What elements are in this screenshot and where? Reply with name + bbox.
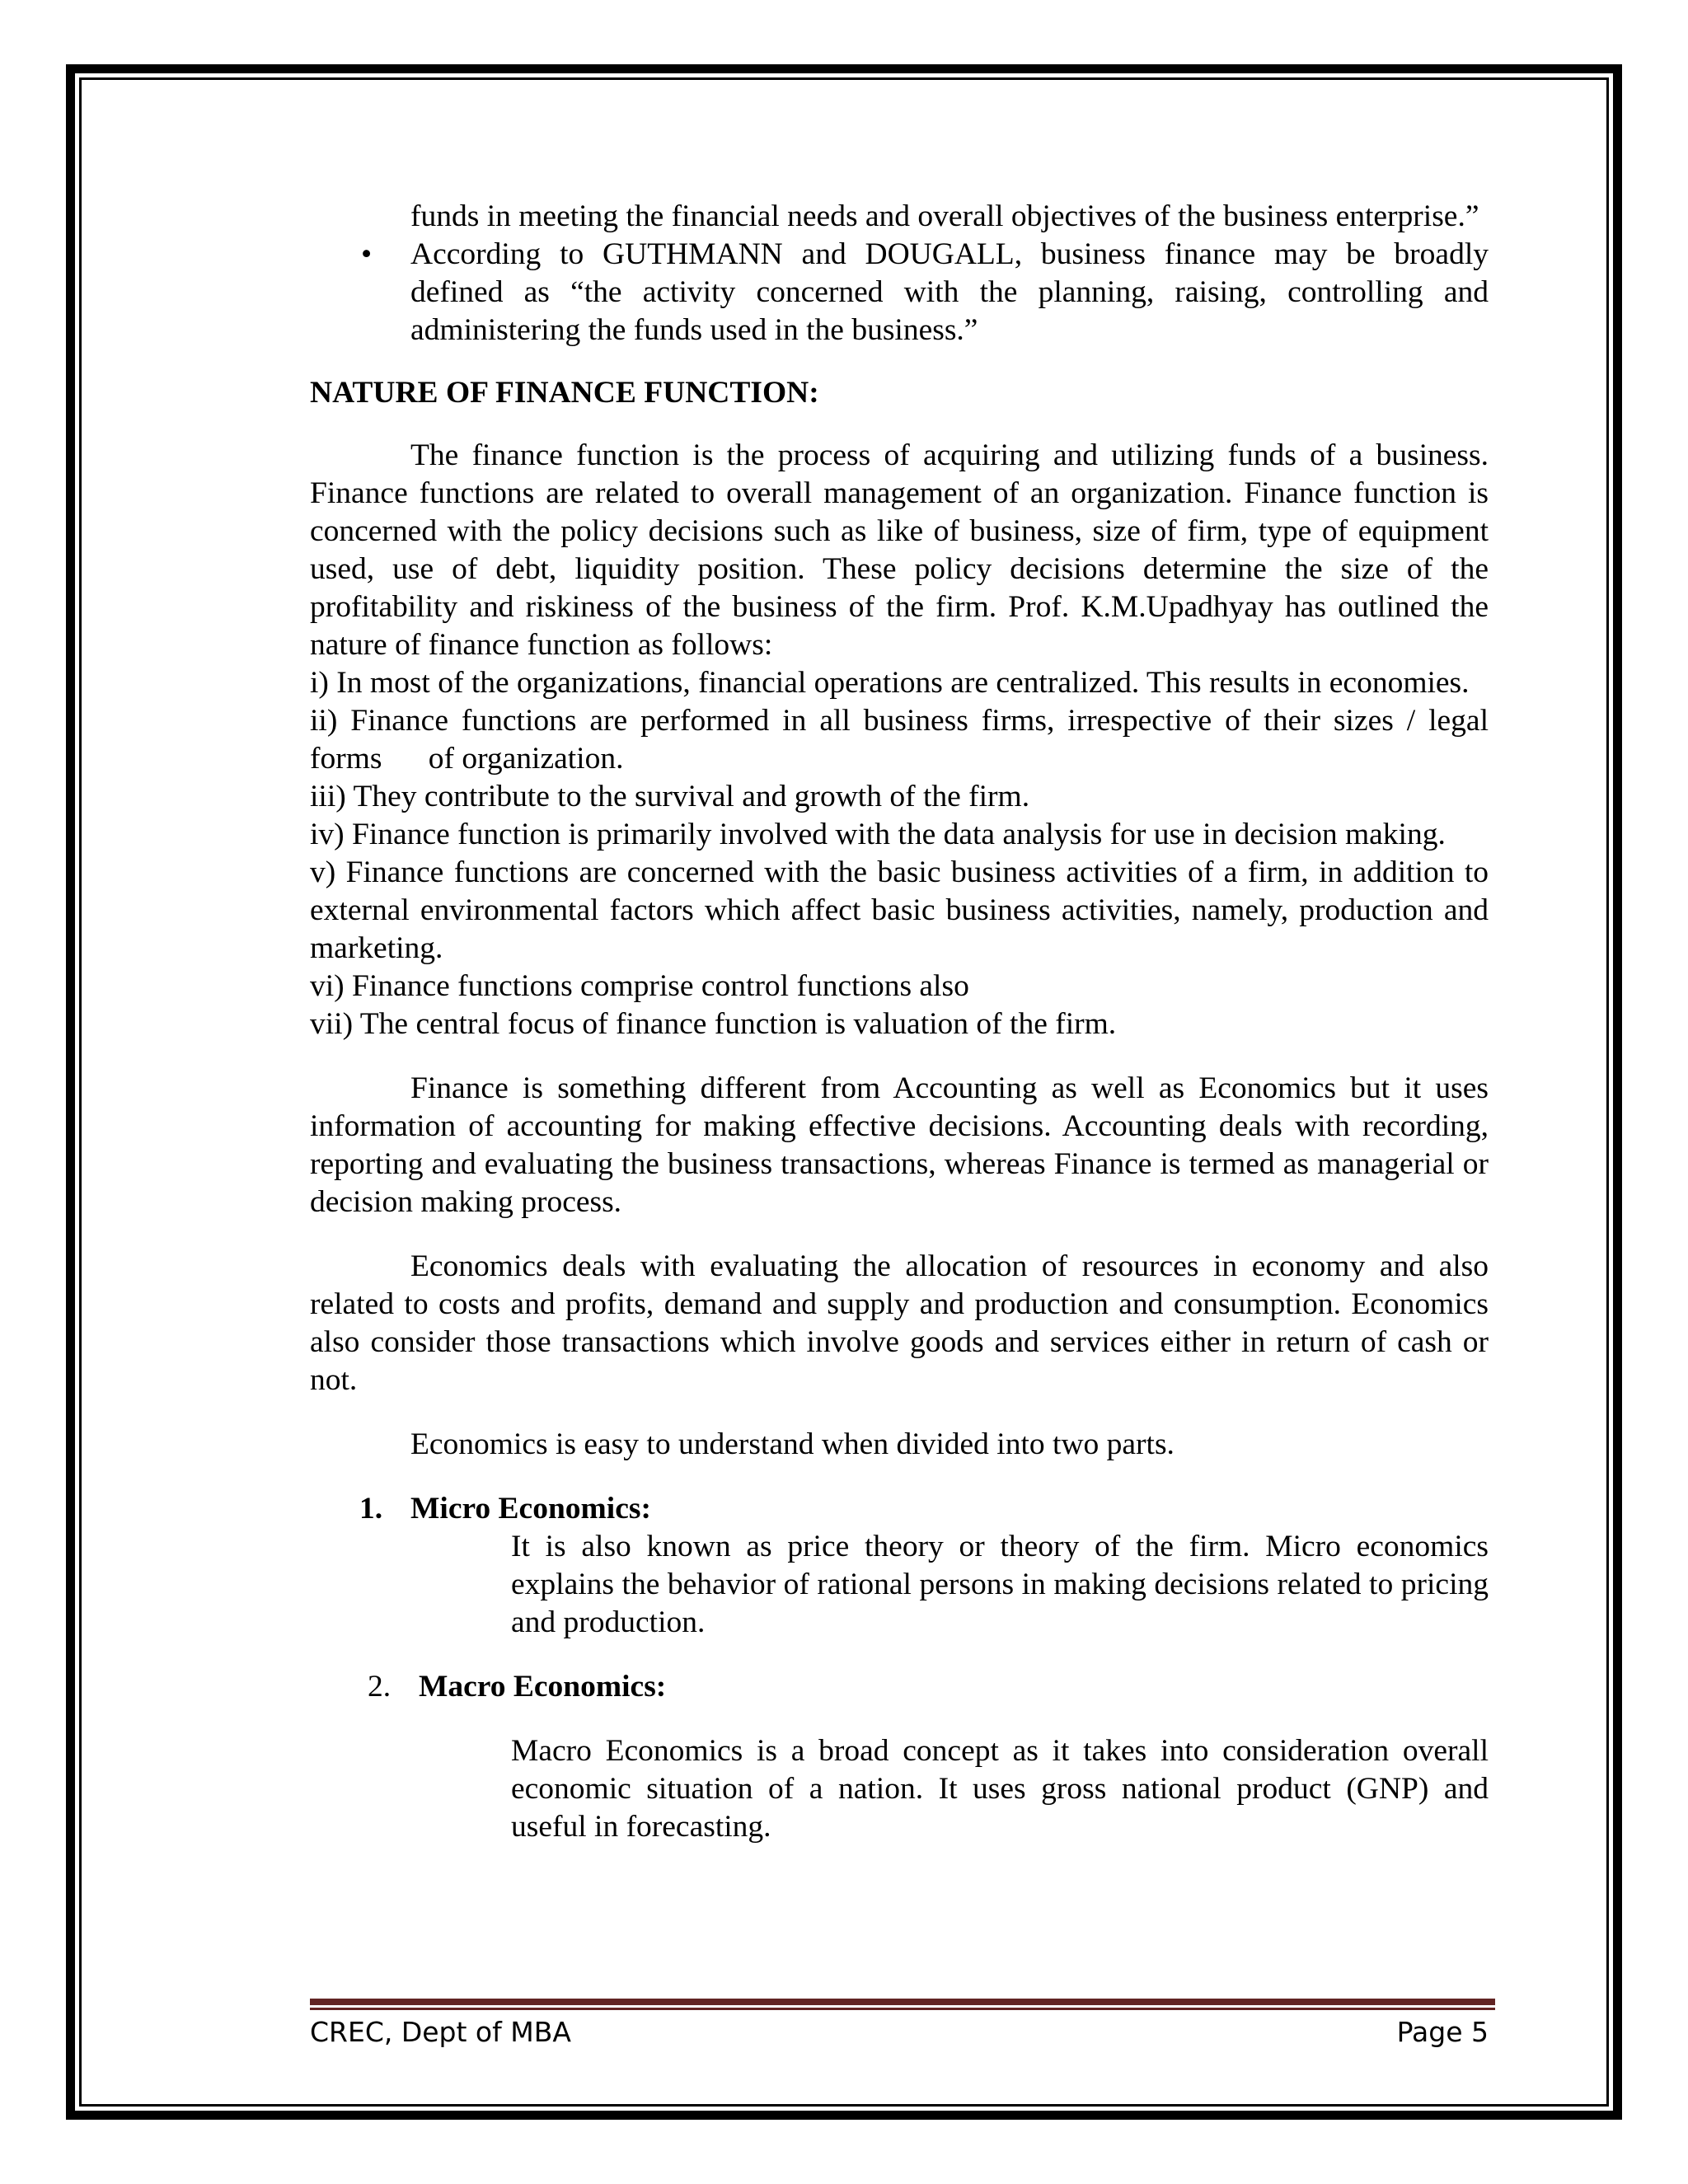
parts-intro: Economics is easy to understand when divided into two parts.: [410, 1427, 1175, 1461]
accounting-paragraph: Finance is something different from Accounting as well as Economics but it uses information of accounting for making effective decisions. Accounting deals with recording, reporting and evaluating the business transactions, whereas Finance is termed as managerial or decision making process.: [310, 1071, 1489, 1219]
intro-continuation: funds in meeting the financial needs and overall objectives of the business enterprise.”: [410, 199, 1479, 233]
page-content: [310, 198, 1489, 1846]
nature-point-3: iii) They contribute to the survival and growth of the firm.: [310, 780, 1030, 813]
bullet-marker: •: [361, 237, 373, 271]
footer-department: CREC, Dept of MBA: [310, 2016, 571, 2048]
list-number: 2.: [368, 1670, 392, 1704]
economics-paragraph: Economics deals with evaluating the allocation of resources in economy and also related to costs and profits, demand and supply and production and consumption. Economics also consider those transactions which involve goods and services either in return of cash or not.: [310, 1249, 1489, 1397]
definition-bullet: [310, 236, 1489, 349]
macro-economics-text: Macro Economics is a broad concept as it takes into consideration overall economic situation of a nation. It uses gross national product (GNP) and useful in forecasting.: [511, 1734, 1489, 1844]
micro-economics-title: Micro Economics:: [410, 1492, 651, 1526]
nature-point-4: iv) Finance function is primarily involved with the data analysis for use in decision making.: [310, 818, 1446, 851]
definition-bullet-text: According to GUTHMANN and DOUGALL, business finance may be broadly defined as “the activity concerned with the planning, raising, controlling and administering the funds used in the business.”: [410, 237, 1489, 347]
list-number: 1.: [359, 1492, 383, 1526]
nature-point-6: vi) Finance functions comprise control functions also: [310, 969, 969, 1003]
macro-economics-title: Macro Economics:: [419, 1670, 667, 1704]
nature-point-7: vii) The central focus of finance function is valuation of the firm.: [310, 1007, 1117, 1041]
footer-rule: [310, 1999, 1495, 2005]
nature-point-5: v) Finance functions are concerned with the basic business activities of a firm, in addition to external environmental factors which affect basic business activities, namely, production and marketing.: [310, 855, 1489, 965]
footer-rule-thin: [310, 2008, 1495, 2010]
section-heading: NATURE OF FINANCE FUNCTION:: [310, 376, 819, 410]
macro-economics-heading: [310, 1668, 1489, 1706]
nature-point-2: ii) Finance functions are performed in all business firms, irrespective of their sizes / legal forms of organization.: [310, 704, 1489, 776]
nature-point-1: i) In most of the organizations, financial operations are centralized. This results in economies.: [310, 666, 1470, 700]
micro-economics-text: It is also known as price theory or theory of the firm. Micro economics explains the behavior of rational persons in making decisions related to pricing and production.: [511, 1530, 1489, 1639]
nature-paragraph: The finance function is the process of acquiring and utilizing funds of a business. Finance functions are related to overall management of an organization. Finance function is concerned with the policy decisions such as like of business, size of firm, type of equipment used, use of debt, liquidity position. These policy decisions determine the size of the profitability and riskiness of the business of the firm. Prof. K.M.Upadhyay has outlined the nature of finance function as follows:: [310, 438, 1489, 662]
micro-economics-heading: [310, 1490, 1489, 1528]
footer-page-number: Page 5: [1396, 2016, 1489, 2048]
